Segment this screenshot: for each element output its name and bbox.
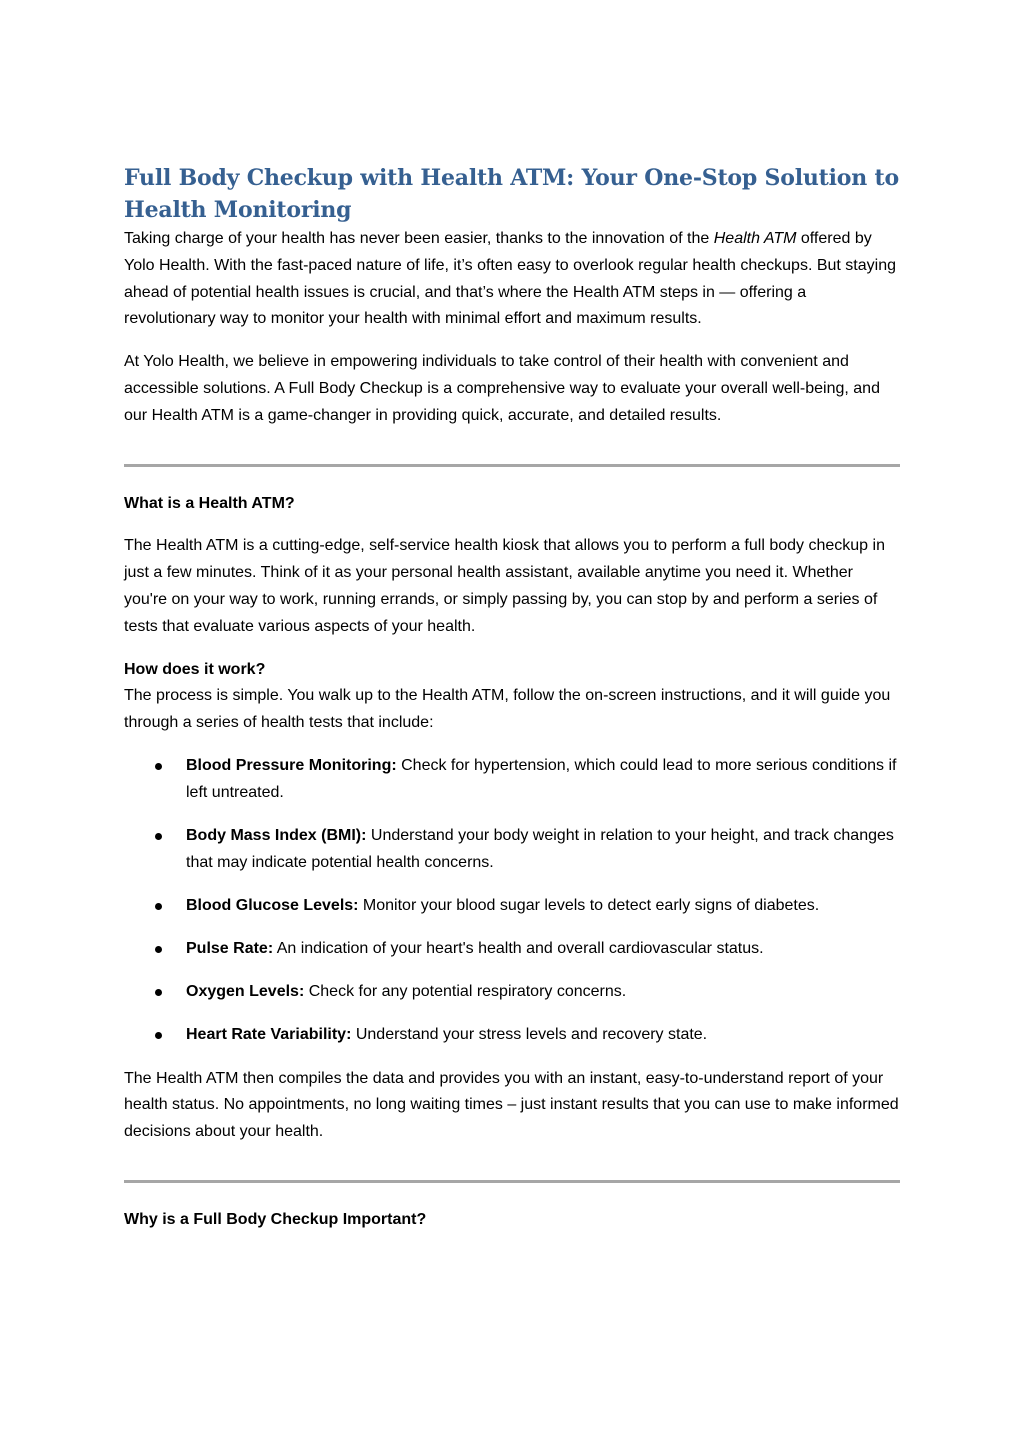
tests-list [124, 753, 900, 1049]
test-label: Body Mass Index (BMI): [186, 826, 367, 844]
bullet-icon [155, 946, 162, 953]
intro-text-after: offered by Yolo Health. With the fast-paced nature of life, it’s often easy to overlook regular health checkups. But staying ahead of potential health issues is crucial, and that’s where the Health ATM steps in — offering a revolutionary way to monitor your health with minimal effort and maximum results. [124, 230, 896, 328]
test-text: Check for any potential respiratory concerns. [304, 983, 627, 1001]
how-heading: How does it work? [124, 660, 266, 678]
document-title: Full Body Checkup with Health ATM: Your One-Stop Solution to Health Monitoring [124, 165, 899, 223]
bullet-icon [155, 833, 162, 840]
how-paragraph: The process is simple. You walk up to the Health ATM, follow the on-screen instructions, and it will guide you through a series of health tests that include: [124, 687, 891, 732]
list-item [124, 893, 900, 920]
what-paragraph: The Health ATM is a cutting-edge, self-service health kiosk that allows you to perform a full body checkup in just a few minutes. Think of it as your personal health assistant, available anytime you need it. Whether you're on your way to work, running errands, or simply passing by, you can stop by and perform a series of tests that evaluate various aspects of your health. [124, 537, 885, 635]
test-text: Understand your body weight in relation to your height, and track changes that may indicate potential health concerns. [186, 826, 894, 871]
test-label: Pulse Rate: [186, 940, 274, 958]
test-text: Understand your stress levels and recovery state. [351, 1026, 708, 1044]
why-heading: Why is a Full Body Checkup Important? [124, 1211, 427, 1229]
test-text: An indication of your heart's health and overall cardiovascular status. [273, 940, 764, 958]
bullet-icon [155, 903, 162, 910]
test-label: Heart Rate Variability: [186, 1026, 352, 1044]
list-item [124, 936, 900, 963]
bullet-icon [155, 763, 162, 770]
intro-paragraph-1 [124, 226, 900, 333]
test-text: Check for hypertension, which could lead to more serious conditions if left untreated. [186, 756, 897, 801]
bullet-icon [155, 989, 162, 996]
list-item [124, 823, 900, 877]
test-label: Blood Glucose Levels: [186, 896, 359, 914]
list-item [124, 979, 900, 1006]
horizontal-divider [124, 464, 900, 467]
test-text: Monitor your blood sugar levels to detect early signs of diabetes. [358, 896, 820, 914]
what-heading: What is a Health ATM? [124, 494, 295, 512]
list-item [124, 753, 900, 807]
document-page [124, 162, 900, 1234]
compile-paragraph: The Health ATM then compiles the data and provides you with an instant, easy-to-understand report of your health status. No appointments, no long waiting times – just instant results that you can use to make informed decisions about your health. [124, 1069, 899, 1141]
horizontal-divider [124, 1180, 900, 1183]
list-item [124, 1022, 900, 1049]
bullet-icon [155, 1032, 162, 1039]
test-label: Oxygen Levels: [186, 983, 305, 1001]
intro-paragraph-2: At Yolo Health, we believe in empowering individuals to take control of their health with convenient and accessible solutions. A Full Body Checkup is a comprehensive way to evaluate your overall well-being, and our Health ATM is a game-changer in providing quick, accurate, and detailed results. [124, 353, 880, 424]
intro-italic-health-atm: Health ATM [713, 230, 797, 247]
test-label: Blood Pressure Monitoring: [186, 756, 397, 774]
intro-text-before: Taking charge of your health has never been easier, thanks to the innovation of the [124, 230, 714, 247]
